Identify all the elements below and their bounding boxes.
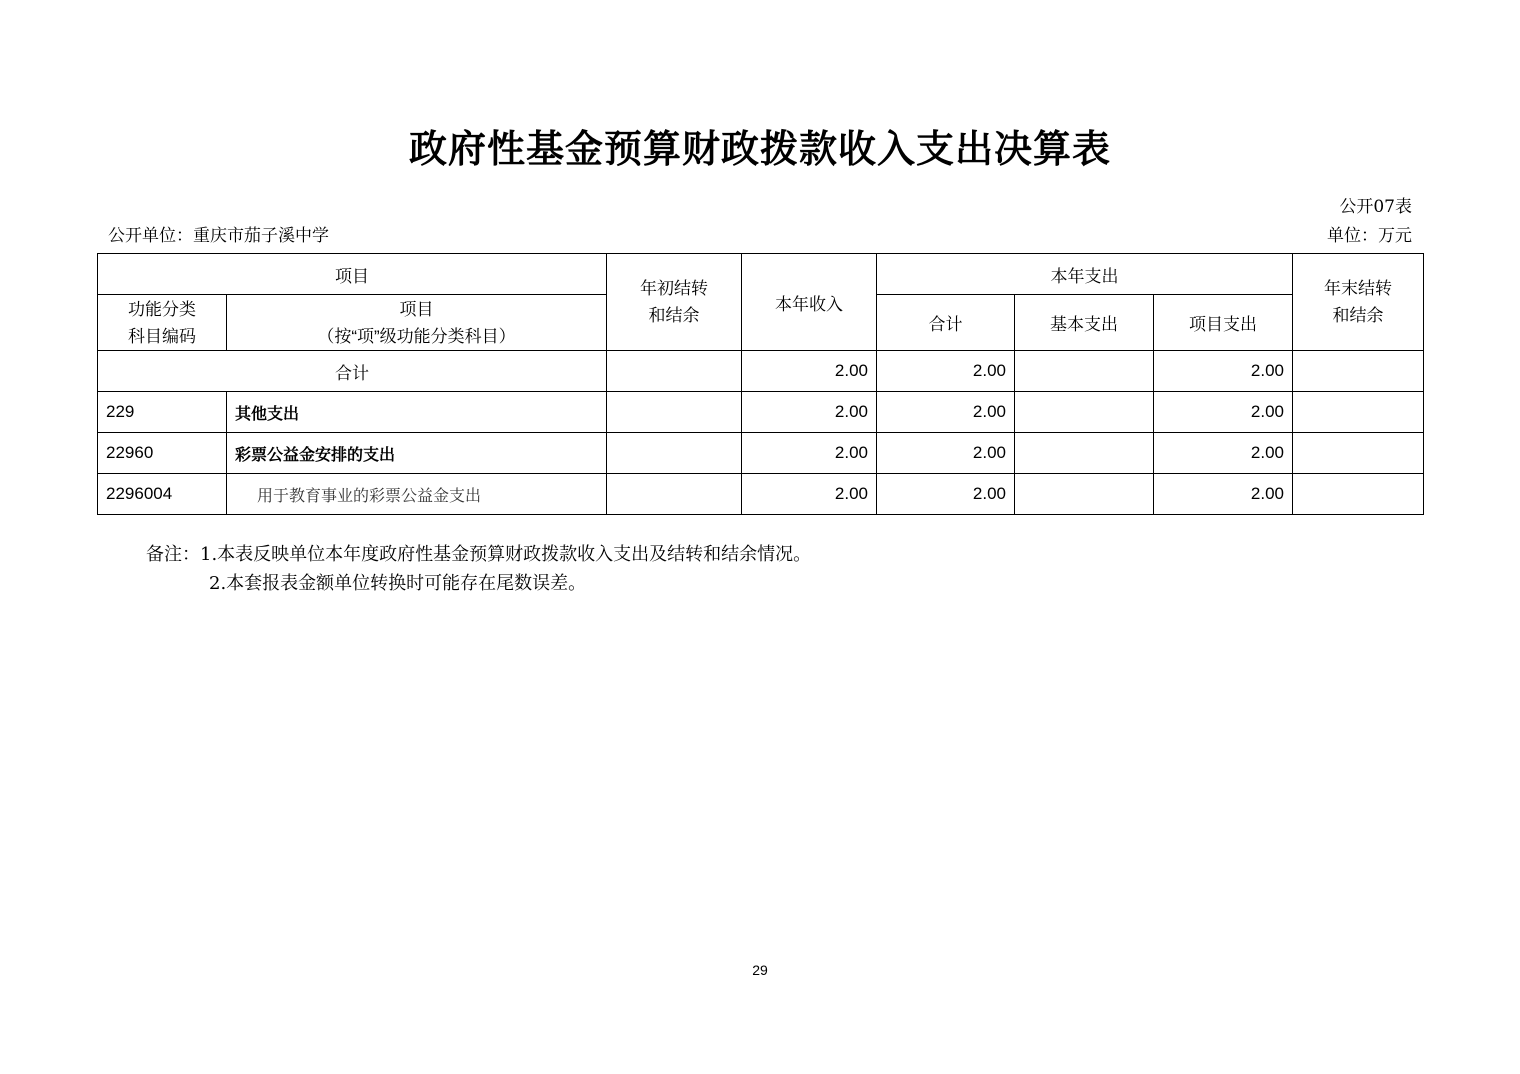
header-project: 项目 [98, 254, 607, 295]
total-begin-balance [607, 351, 742, 392]
header-project-name-line2: （按“项”级功能分类科目） [317, 326, 516, 346]
row-exp-basic [1015, 392, 1154, 433]
header-exp-total: 合计 [877, 295, 1015, 351]
reporting-unit: 公开单位：重庆市茄子溪中学 [108, 226, 329, 246]
header-begin-balance-line2: 和结余 [648, 306, 700, 325]
table-row [98, 433, 1424, 474]
total-exp-total: 2.00 [877, 351, 1015, 392]
row-code: 2296004 [98, 474, 227, 515]
row-income: 2.00 [742, 433, 877, 474]
row-exp-total: 2.00 [877, 474, 1015, 515]
note-line-1: 备注：1.本表反映单位本年度政府性基金预算财政拨款收入支出及结转和结余情况。 [146, 544, 812, 565]
note-line-2: 2.本套报表金额单位转换时可能存在尾数误差。 [209, 573, 587, 594]
currency-unit: 单位：万元 [1327, 226, 1412, 246]
page-title: 政府性基金预算财政拨款收入支出决算表 [408, 127, 1111, 171]
notes [146, 540, 811, 598]
total-income: 2.00 [742, 351, 877, 392]
row-begin-balance [607, 392, 742, 433]
header-func-code-line2: 科目编码 [128, 326, 196, 346]
row-begin-balance [607, 433, 742, 474]
row-income: 2.00 [742, 474, 877, 515]
row-code: 22960 [98, 433, 227, 474]
row-exp-basic [1015, 433, 1154, 474]
header-project-name-line1: 项目 [399, 299, 434, 319]
table-row [98, 392, 1424, 433]
row-end-balance [1293, 474, 1424, 515]
row-end-balance [1293, 433, 1424, 474]
header-func-code [98, 295, 227, 351]
row-exp-total: 2.00 [877, 392, 1015, 433]
total-exp-basic [1015, 351, 1154, 392]
header-end-balance-line2: 和结余 [1332, 306, 1384, 325]
row-begin-balance [607, 474, 742, 515]
row-code: 229 [98, 392, 227, 433]
row-name: 彩票公益金安排的支出 [227, 433, 607, 474]
header-exp-project: 项目支出 [1154, 295, 1293, 351]
row-exp-project: 2.00 [1154, 474, 1293, 515]
header-end-balance-line1: 年末结转 [1324, 279, 1393, 298]
row-exp-basic [1015, 474, 1154, 515]
page-number: 29 [752, 962, 768, 978]
header-func-code-line1: 功能分类 [128, 299, 196, 319]
form-number: 公开07表 [1339, 197, 1412, 217]
row-name: 其他支出 [227, 392, 607, 433]
row-end-balance [1293, 392, 1424, 433]
header-project-name [227, 295, 607, 351]
header-begin-balance-line1: 年初结转 [640, 279, 708, 298]
total-exp-project: 2.00 [1154, 351, 1293, 392]
row-exp-total: 2.00 [877, 433, 1015, 474]
header-expenditure: 本年支出 [877, 254, 1293, 295]
header-begin-balance [607, 254, 742, 351]
header-end-balance [1293, 254, 1424, 351]
total-label: 合计 [98, 351, 607, 392]
budget-table [97, 253, 1424, 515]
header-income: 本年收入 [742, 254, 877, 351]
row-income: 2.00 [742, 392, 877, 433]
header-row-1 [98, 254, 1424, 295]
header-exp-basic: 基本支出 [1015, 295, 1154, 351]
total-end-balance [1293, 351, 1424, 392]
table-row [98, 474, 1424, 515]
total-row [98, 351, 1424, 392]
row-exp-project: 2.00 [1154, 392, 1293, 433]
row-name: 用于教育事业的彩票公益金支出 [227, 474, 607, 515]
row-exp-project: 2.00 [1154, 433, 1293, 474]
